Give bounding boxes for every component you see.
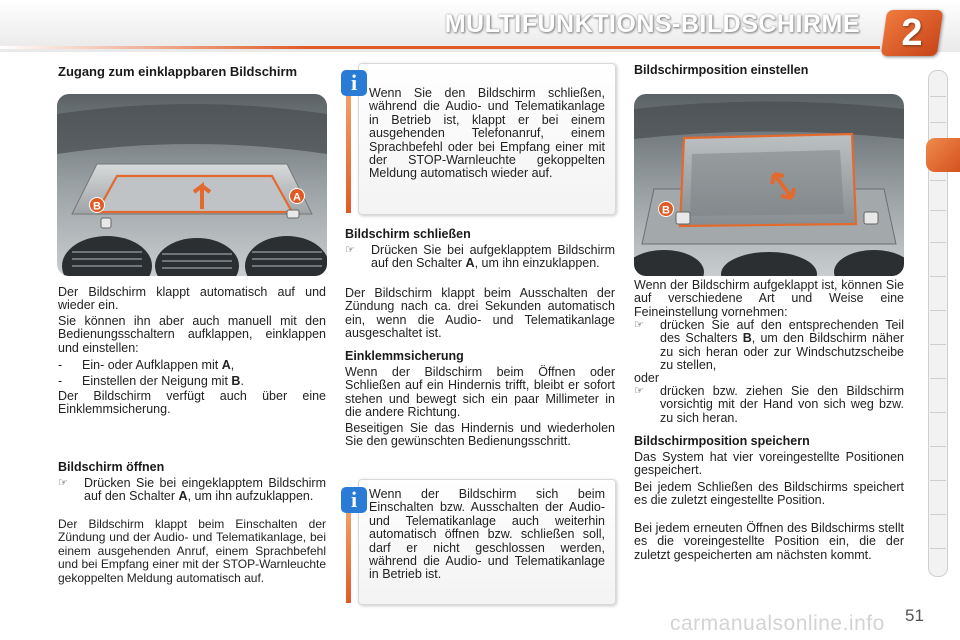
right-bullet1-text: drücken Sie auf den entsprechenden Teil des Schalters: [660, 318, 904, 346]
pointing-hand-icon: ☞: [58, 477, 68, 489]
info-strip: [346, 511, 351, 603]
dash2-end: .: [240, 374, 244, 388]
dash2-text: Einstellen der Neigung mit: [82, 374, 228, 388]
page-title: MULTIFUNKTIONS-BILDSCHIRME: [444, 10, 860, 38]
right-bullet1-key: B: [742, 331, 752, 346]
section-heading-position: Bildschirmposition einstellen: [634, 63, 809, 77]
pointing-hand-icon: ☞: [634, 385, 644, 397]
dash1-end: ,: [230, 358, 235, 372]
tab-divider: [930, 412, 946, 413]
dash1-text: Ein- oder Aufklappen mit: [82, 358, 219, 372]
save-para3: Bei jedem erneuten Öffnen des Bildschirms stellt es die voreingestellte Position ein, die der zuletzt gespeicherten am nächsten kommt.: [634, 521, 904, 562]
close-para: Der Bildschirm klappt beim Ausschalten der Zündung nach ca. drei Sekunden automatisch ein, wenn die Audio- und Telematikanlage ausgeschaltet ist.: [345, 286, 615, 341]
chapter-tab-active[interactable]: [926, 138, 960, 172]
section-heading-save: Bildschirmposition speichern: [634, 434, 810, 448]
oder-text: oder: [634, 371, 660, 385]
close-bullet-text: Drücken Sie bei aufgeklapptem Bildschirm auf den Schalter: [371, 243, 615, 271]
save-para2: Bei jedem Schließen des Bildschirms speichert es die zuletzt eingestellte Position.: [634, 480, 904, 508]
pointing-hand-icon: ☞: [634, 319, 644, 331]
info-icon: i: [341, 70, 367, 96]
tab-divider: [930, 180, 946, 181]
section-heading-open: Bildschirm öffnen: [58, 460, 165, 474]
info-text-2: Wenn der Bildschirm sich beim Einschalten bzw. Ausschalten der Audio- und Telematikanlage auch weiterhin automatisch öffnen bzw. schließen soll, darf er nicht geschlossen werden, während die Audio- und Telematikanlage in Betrieb ist.: [369, 487, 605, 582]
tab-divider: [930, 210, 946, 211]
open-bullet-end: , um ihn aufzuklappen.: [187, 489, 314, 504]
info-icon: i: [341, 487, 367, 513]
photo-label-a: A: [293, 191, 301, 204]
open-bullet-text: Drücken Sie bei eingeklapptem Bildschirm auf den Schalter: [84, 476, 326, 504]
section-heading-close: Bildschirm schließen: [345, 227, 471, 241]
left-para3: Der Bildschirm verfügt auch über eine Einklemmsicherung.: [58, 389, 326, 417]
right-bullet1-end: , um den Bildschirm näher zu sich heran oder zur Windschutzscheibe zu stellen,: [660, 331, 904, 373]
left-para2: Sie können ihn aber auch manuell mit den Bedienungsschaltern aufklappen, einklappen und einstellen:: [58, 314, 326, 355]
right-bullet1: [634, 319, 904, 373]
tab-divider: [930, 514, 946, 515]
close-bullet-end: , um ihn einzuklappen.: [474, 256, 600, 271]
close-bullet-key: A: [465, 256, 475, 271]
left-dash2: [82, 374, 244, 388]
info-text-1: Wenn Sie den Bildschirm schließen, während die Audio- und Telematikanlage in Betrieb ist, klappt er bei einem ausgehenden Telefonanruf, einem Sprachbefehl oder bei Empfang einer mit der STOP-Warnleuchte gekoppelten Meldung automatisch wieder auf.: [369, 86, 605, 181]
tab-divider: [930, 276, 946, 277]
chapter-number: 2: [901, 12, 923, 54]
right-bullet2: [634, 385, 904, 425]
tab-divider: [930, 446, 946, 447]
section-heading-access: Zugang zum einklappbaren Bildschirm: [58, 64, 298, 79]
tab-divider: [930, 548, 946, 549]
tab-divider: [930, 378, 946, 379]
left-para1: Der Bildschirm klappt automatisch auf und wieder ein.: [58, 285, 326, 313]
page-number: 51: [905, 606, 924, 625]
save-para1: Das System hat vier voreingestellte Positionen gespeichert.: [634, 450, 904, 478]
pointing-hand-icon: ☞: [345, 244, 355, 256]
open-bullet-key: A: [178, 489, 188, 504]
photo-label-b: B: [93, 200, 101, 213]
dash1-key: A: [221, 358, 231, 372]
header-accent-line: [0, 46, 880, 49]
tab-divider: [930, 96, 946, 97]
right-bullet2-text: drücken bzw. ziehen Sie den Bildschirm vorsichtig mit der Hand von sich weg bzw. zu sich heran.: [660, 384, 904, 425]
watermark: carmanualsonline.info: [670, 612, 885, 635]
section-heading-pinch: Einklemmsicherung: [345, 349, 464, 363]
dashboard-closed-photo: [57, 94, 327, 276]
tab-divider: [930, 310, 946, 311]
photo-label-b: B: [662, 204, 670, 217]
dash-marker: -: [58, 358, 63, 372]
tab-divider: [930, 242, 946, 243]
close-bullet: [345, 244, 615, 271]
pinch-para2: Beseitigen Sie das Hindernis und wiederholen Sie den gewünschten Bedienungsschritt.: [345, 421, 615, 449]
tab-divider: [930, 480, 946, 481]
tab-divider: [930, 122, 946, 123]
dash2-key: B: [231, 374, 241, 388]
dashboard-open-photo: [634, 94, 904, 276]
dash-marker: -: [58, 374, 63, 388]
pinch-para1: Wenn der Bildschirm beim Öffnen oder Schließen auf ein Hindernis trifft, bleibt er sofort stehen und bewegt sich ein paar Millimeter in die andere Richtung.: [345, 365, 615, 420]
tab-divider: [930, 344, 946, 345]
right-para1: Wenn der Bildschirm aufgeklappt ist, können Sie auf verschiedene Art und Weise eine Feineinstellung vornehmen:: [634, 278, 904, 319]
left-dash1: [82, 358, 234, 372]
open-bullet: [58, 477, 326, 504]
info-strip: [346, 95, 351, 213]
open-para: Der Bildschirm klappt beim Einschalten der Zündung und der Audio- und Telematikanlage, bei einem ausgehenden Anruf, einem Sprachbefehl und bei Empfang einer mit der STOP-Warnleuchte gekoppelten Meldung automatisch auf.: [58, 517, 326, 585]
